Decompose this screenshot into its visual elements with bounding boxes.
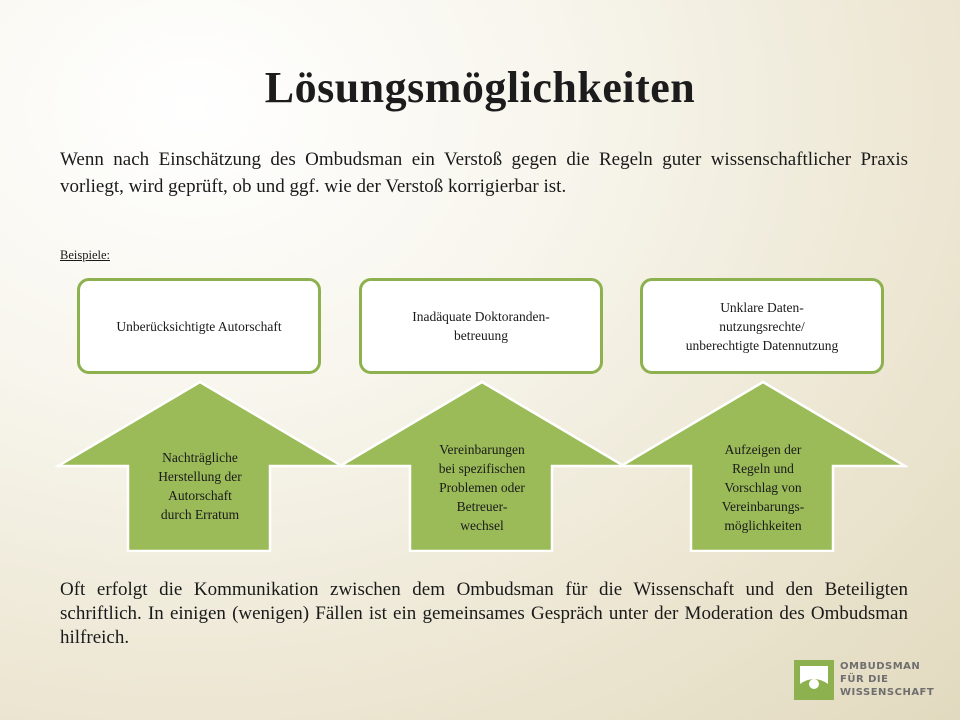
intro-paragraph: Wenn nach Einschätzung des Ombudsman ein Verstoß gegen die Regeln guter wissenschaftlicher Praxis vorliegt, wird geprüft, ob und ggf. wie der Verstoß korrigierbar ist. <box>60 149 908 197</box>
ombudsman-logo <box>794 660 934 704</box>
logo-line-2: FÜR DIE <box>840 674 889 685</box>
solution-arrow-supervision <box>337 380 627 552</box>
solution-arrow-authorship <box>55 380 345 552</box>
problem-text: Inadäquate Doktoranden- betreuung <box>412 309 550 343</box>
problem-text: Unklare Daten- nutzungsrechte/ unberechtigte Datennutzung <box>685 299 839 353</box>
logo-line-1: OMBUDSMAN <box>840 661 921 672</box>
outro-paragraph: Oft erfolgt die Kommunikation zwischen dem Ombudsman für die Wissenschaft und den Beteiligten schriftlich. In einigen (wenigen) Fällen ist ein gemeinsames Gespräch unter der Moderation des Ombudsman hilfreich. <box>60 579 908 648</box>
solution-arrow-data-rights <box>618 380 908 552</box>
logo-mark-icon <box>794 660 834 700</box>
solution-text: Nachträgliche Herstellung der Autorschaft durch Erratum <box>158 450 242 522</box>
solution-text: Vereinbarungen bei spezifischen Problemen oder Betreuer- wechsel <box>438 442 526 533</box>
page-title: Lösungsmöglichkeiten <box>264 63 696 112</box>
problem-box-data-rights <box>640 278 884 374</box>
problem-box-authorship <box>77 278 321 374</box>
solution-text: Aufzeigen der Regeln und Vorschlag von Vereinbarungs- möglichkeiten <box>721 442 805 533</box>
logo-wordmark <box>840 660 934 699</box>
problem-box-supervision <box>359 278 603 374</box>
examples-label: Beispiele: <box>60 248 110 262</box>
logo-line-3: WISSENSCHAFT <box>840 687 935 698</box>
problem-text: Unberücksichtigte Autorschaft <box>116 318 282 334</box>
